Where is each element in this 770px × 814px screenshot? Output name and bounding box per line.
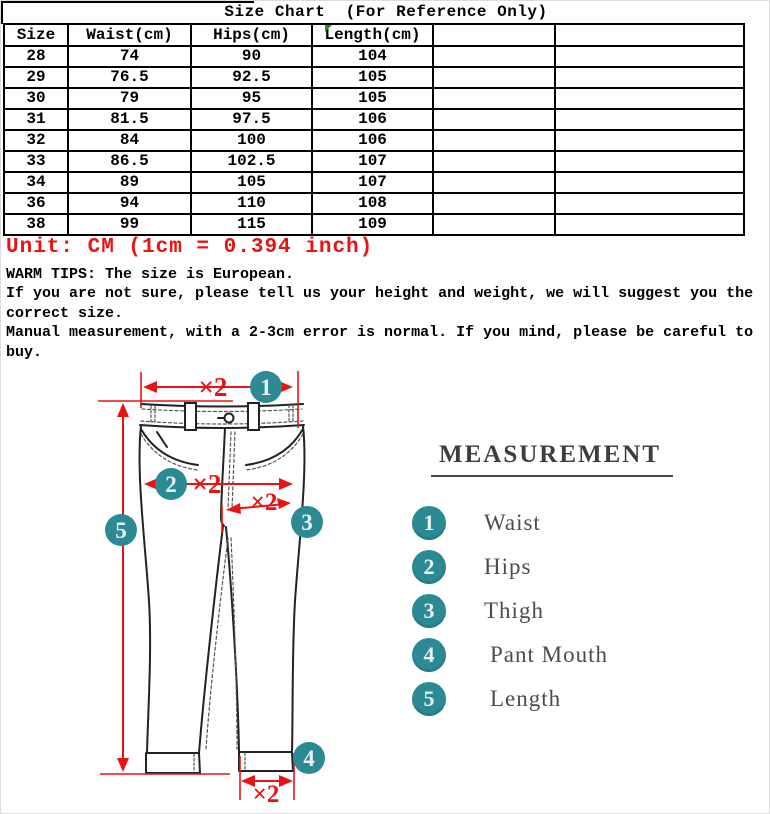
table-cell (433, 172, 555, 193)
tip-line: If you are not sure, please tell us your height and weight, we will suggest you the (6, 285, 754, 303)
legend-title: MEASUREMENT (431, 441, 673, 477)
table-row (4, 46, 744, 67)
hips-times-label: ×2 (192, 469, 222, 499)
legend-marker-1: 1 (412, 506, 446, 540)
table-cell: 106 (312, 109, 433, 130)
table-row (4, 151, 744, 172)
table-cell (433, 88, 555, 109)
table-cell: 28 (4, 46, 68, 67)
column-header (555, 24, 744, 46)
table-cell: 108 (312, 193, 433, 214)
size-table-header-row (4, 24, 744, 46)
table-cell: 106 (312, 130, 433, 151)
column-header-size: Size (4, 24, 68, 46)
length-measure-annotation (98, 401, 233, 774)
page-title: Size Chart (For Reference Only) (224, 3, 548, 21)
table-cell: 102.5 (191, 151, 312, 172)
table-cell: 107 (312, 151, 433, 172)
table-cell (433, 109, 555, 130)
table-cell: 89 (68, 172, 191, 193)
table-cell: 105 (312, 67, 433, 88)
table-cell (555, 193, 744, 214)
table-cell: 100 (191, 130, 312, 151)
thigh-measure-annotation (222, 489, 323, 538)
table-cell: 30 (4, 88, 68, 109)
waist-times-label: ×2 (198, 372, 228, 402)
legend-marker-5: 5 (412, 682, 446, 716)
legend-label: Thigh (484, 598, 544, 623)
table-cell: 107 (312, 172, 433, 193)
cell-comment-marker (325, 25, 332, 32)
legend-item-pant-mouth (401, 633, 741, 677)
thigh-times-label: ×2 (250, 489, 278, 516)
legend-item-length (401, 677, 741, 721)
marker-number-4: 4 (303, 746, 315, 771)
right-pocket (246, 429, 303, 465)
table-cell: 81.5 (68, 109, 191, 130)
table-cell (433, 193, 555, 214)
size-table (3, 23, 745, 236)
legend-item-waist (401, 501, 741, 545)
table-cell: 92.5 (191, 67, 312, 88)
table-cell: 33 (4, 151, 68, 172)
tip-line: buy. (6, 343, 43, 361)
table-row (4, 67, 744, 88)
table-cell: 109 (312, 214, 433, 235)
legend-item-hips (401, 545, 741, 589)
table-cell (555, 109, 744, 130)
table-row (4, 193, 744, 214)
left-pocket (141, 429, 198, 465)
column-header-lengthcm: Length(cm) (312, 24, 433, 46)
table-cell: 74 (68, 46, 191, 67)
table-row (4, 88, 744, 109)
table-cell: 86.5 (68, 151, 191, 172)
table-row (4, 130, 744, 151)
table-row (4, 109, 744, 130)
fly-stitching (228, 432, 235, 509)
waistband-top (141, 404, 303, 407)
table-cell (555, 46, 744, 67)
legend-label: Waist (484, 510, 541, 535)
arrowhead (279, 478, 293, 490)
table-cell: 94 (68, 193, 191, 214)
table-cell: 90 (191, 46, 312, 67)
legend-item-thigh (401, 589, 741, 633)
unit-note: Unit: CM (1cm = 0.394 inch) (6, 236, 374, 259)
pants-outline (140, 403, 305, 773)
table-cell: 29 (4, 67, 68, 88)
left-cuff (146, 753, 200, 773)
table-cell (433, 46, 555, 67)
arrowhead (277, 498, 291, 509)
mouth-times-label: ×2 (252, 781, 280, 808)
legend-marker-2: 2 (412, 550, 446, 584)
table-cell: 99 (68, 214, 191, 235)
column-header-waistcm: Waist(cm) (68, 24, 191, 46)
legend-label: Hips (484, 554, 532, 579)
table-cell: 36 (4, 193, 68, 214)
tips-block (6, 265, 753, 362)
right-cuff (239, 752, 293, 771)
inseam-stitching (206, 538, 237, 749)
table-cell (555, 214, 744, 235)
column-header (433, 24, 555, 46)
table-cell (555, 151, 744, 172)
table-cell: 31 (4, 109, 68, 130)
table-cell: 38 (4, 214, 68, 235)
table-cell (555, 67, 744, 88)
tip-line: correct size. (6, 304, 124, 322)
marker-number-5: 5 (115, 518, 127, 543)
legend-marker-3: 3 (412, 594, 446, 628)
table-cell: 105 (312, 88, 433, 109)
arrowhead (117, 403, 129, 417)
legend-label: Length (490, 686, 562, 711)
legend-marker-4: 4 (412, 638, 446, 672)
table-cell: 95 (191, 88, 312, 109)
arrowhead (279, 775, 293, 787)
table-cell: 104 (312, 46, 433, 67)
table-cell (555, 130, 744, 151)
marker-number-1: 1 (260, 375, 272, 400)
waistband-stitching (141, 409, 303, 424)
table-cell: 34 (4, 172, 68, 193)
legend-items (401, 501, 741, 721)
table-cell (555, 172, 744, 193)
pants-measurement-diagram (95, 363, 331, 811)
table-cell (555, 88, 744, 109)
left-coin-pocket (157, 432, 167, 447)
right-outer-seam (292, 426, 304, 752)
table-cell: 32 (4, 130, 68, 151)
arrowhead (143, 381, 157, 393)
marker-number-3: 3 (301, 510, 313, 535)
tip-line: Manual measurement, with a 2-3cm error is normal. If you mind, please be careful to (6, 324, 754, 342)
waist-measure-annotation (141, 371, 298, 428)
marker-number-2: 2 (165, 472, 177, 497)
table-row (4, 172, 744, 193)
button (225, 414, 234, 423)
table-cell: 79 (68, 88, 191, 109)
table-cell: 97.5 (191, 109, 312, 130)
left-inner-seam (199, 526, 223, 753)
table-cell: 105 (191, 172, 312, 193)
table-cell (433, 214, 555, 235)
table-cell: 110 (191, 193, 312, 214)
belt-loop (185, 403, 196, 430)
column-header-hipscm: Hips(cm) (191, 24, 312, 46)
table-cell: 84 (68, 130, 191, 151)
waistband-bottom (140, 425, 304, 428)
belt-loop-stitching (151, 405, 293, 424)
right-pocket-stitching (246, 434, 303, 470)
table-cell: 76.5 (68, 67, 191, 88)
measurement-legend (401, 441, 741, 721)
legend-label: Pant Mouth (490, 642, 608, 667)
table-cell (433, 130, 555, 151)
table-cell: 115 (191, 214, 312, 235)
tip-line: WARM TIPS: The size is European. (6, 266, 295, 283)
left-outer-seam (140, 426, 151, 753)
table-cell (433, 67, 555, 88)
table-cell (433, 151, 555, 172)
arrowhead (117, 758, 129, 772)
table-row (4, 214, 744, 235)
belt-loop (248, 403, 259, 430)
left-pocket-stitching (141, 434, 198, 470)
